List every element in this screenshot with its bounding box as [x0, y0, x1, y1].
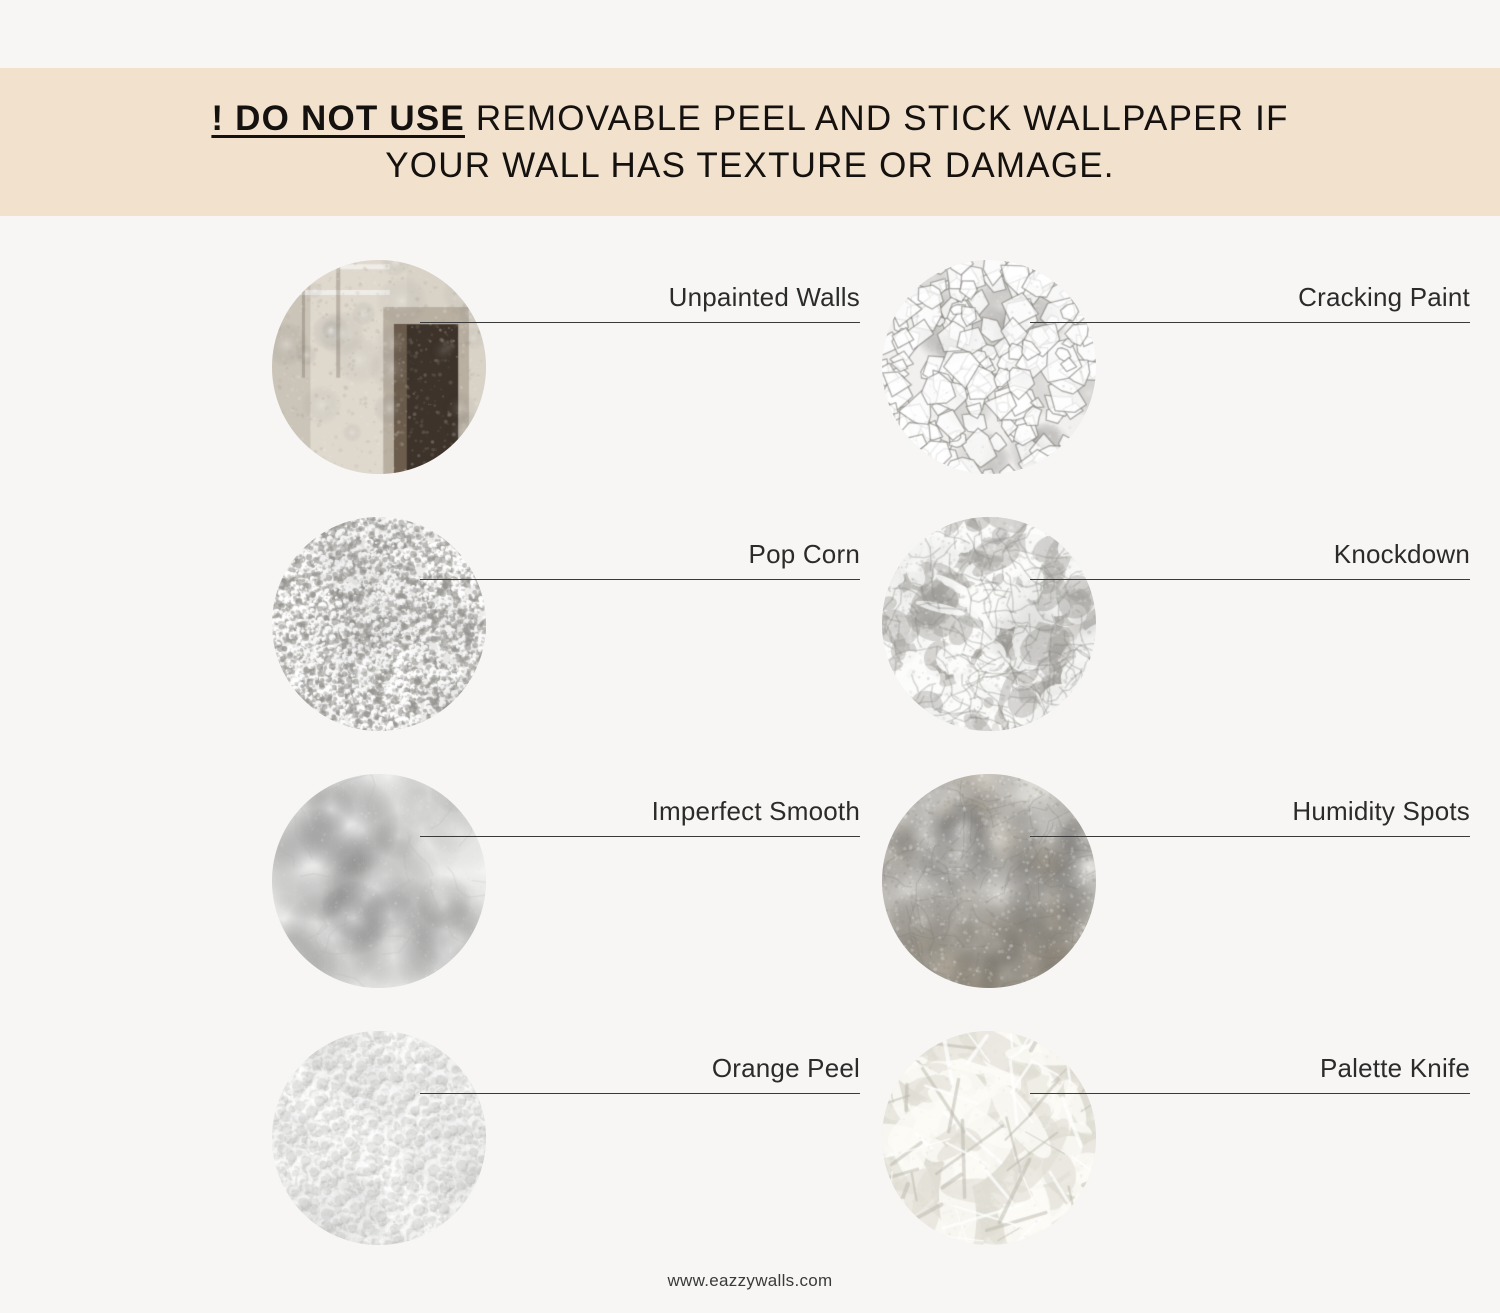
texture-label-block	[420, 796, 860, 837]
texture-row	[0, 764, 1500, 1021]
warning-banner	[0, 68, 1500, 216]
texture-label: Knockdown	[1333, 539, 1470, 569]
warning-rest: REMOVABLE PEEL AND STICK WALLPAPER IF YOUR WALL HAS TEXTURE OR DAMAGE.	[385, 98, 1289, 185]
label-underline	[1030, 322, 1470, 323]
texture-item-humidity-spots	[840, 764, 1480, 1021]
texture-item-imperfect-smooth	[230, 764, 870, 1021]
texture-row	[0, 1021, 1500, 1278]
warning-banner-text	[160, 95, 1340, 190]
texture-label: Orange Peel	[711, 1053, 860, 1083]
texture-item-pop-corn	[230, 507, 870, 764]
texture-item-knockdown	[840, 507, 1480, 764]
warning-emphasis: ! DO NOT USE	[211, 98, 465, 138]
label-underline	[1030, 1093, 1470, 1094]
texture-grid	[0, 250, 1500, 1278]
texture-row	[0, 507, 1500, 764]
texture-label-block	[420, 539, 860, 580]
texture-label: Humidity Spots	[1292, 796, 1470, 826]
label-underline	[420, 836, 860, 837]
texture-label: Imperfect Smooth	[651, 796, 860, 826]
texture-label-block	[1030, 539, 1470, 580]
texture-label: Cracking Paint	[1298, 282, 1470, 312]
texture-label-block	[1030, 282, 1470, 323]
texture-label-block	[420, 1053, 860, 1094]
texture-label-block	[1030, 796, 1470, 837]
texture-label: Pop Corn	[748, 539, 860, 569]
label-underline	[1030, 579, 1470, 580]
label-underline	[1030, 836, 1470, 837]
texture-item-cracking-paint	[840, 250, 1480, 507]
footer-url: www.eazzywalls.com	[667, 1271, 833, 1290]
texture-label-block	[1030, 1053, 1470, 1094]
texture-item-unpainted-walls	[230, 250, 870, 507]
label-underline	[420, 1093, 860, 1094]
texture-label-block	[420, 282, 860, 323]
texture-item-orange-peel	[230, 1021, 870, 1278]
texture-item-palette-knife	[840, 1021, 1480, 1278]
texture-label: Unpainted Walls	[668, 282, 860, 312]
label-underline	[420, 322, 860, 323]
texture-row	[0, 250, 1500, 507]
label-underline	[420, 579, 860, 580]
texture-label: Palette Knife	[1319, 1053, 1470, 1083]
